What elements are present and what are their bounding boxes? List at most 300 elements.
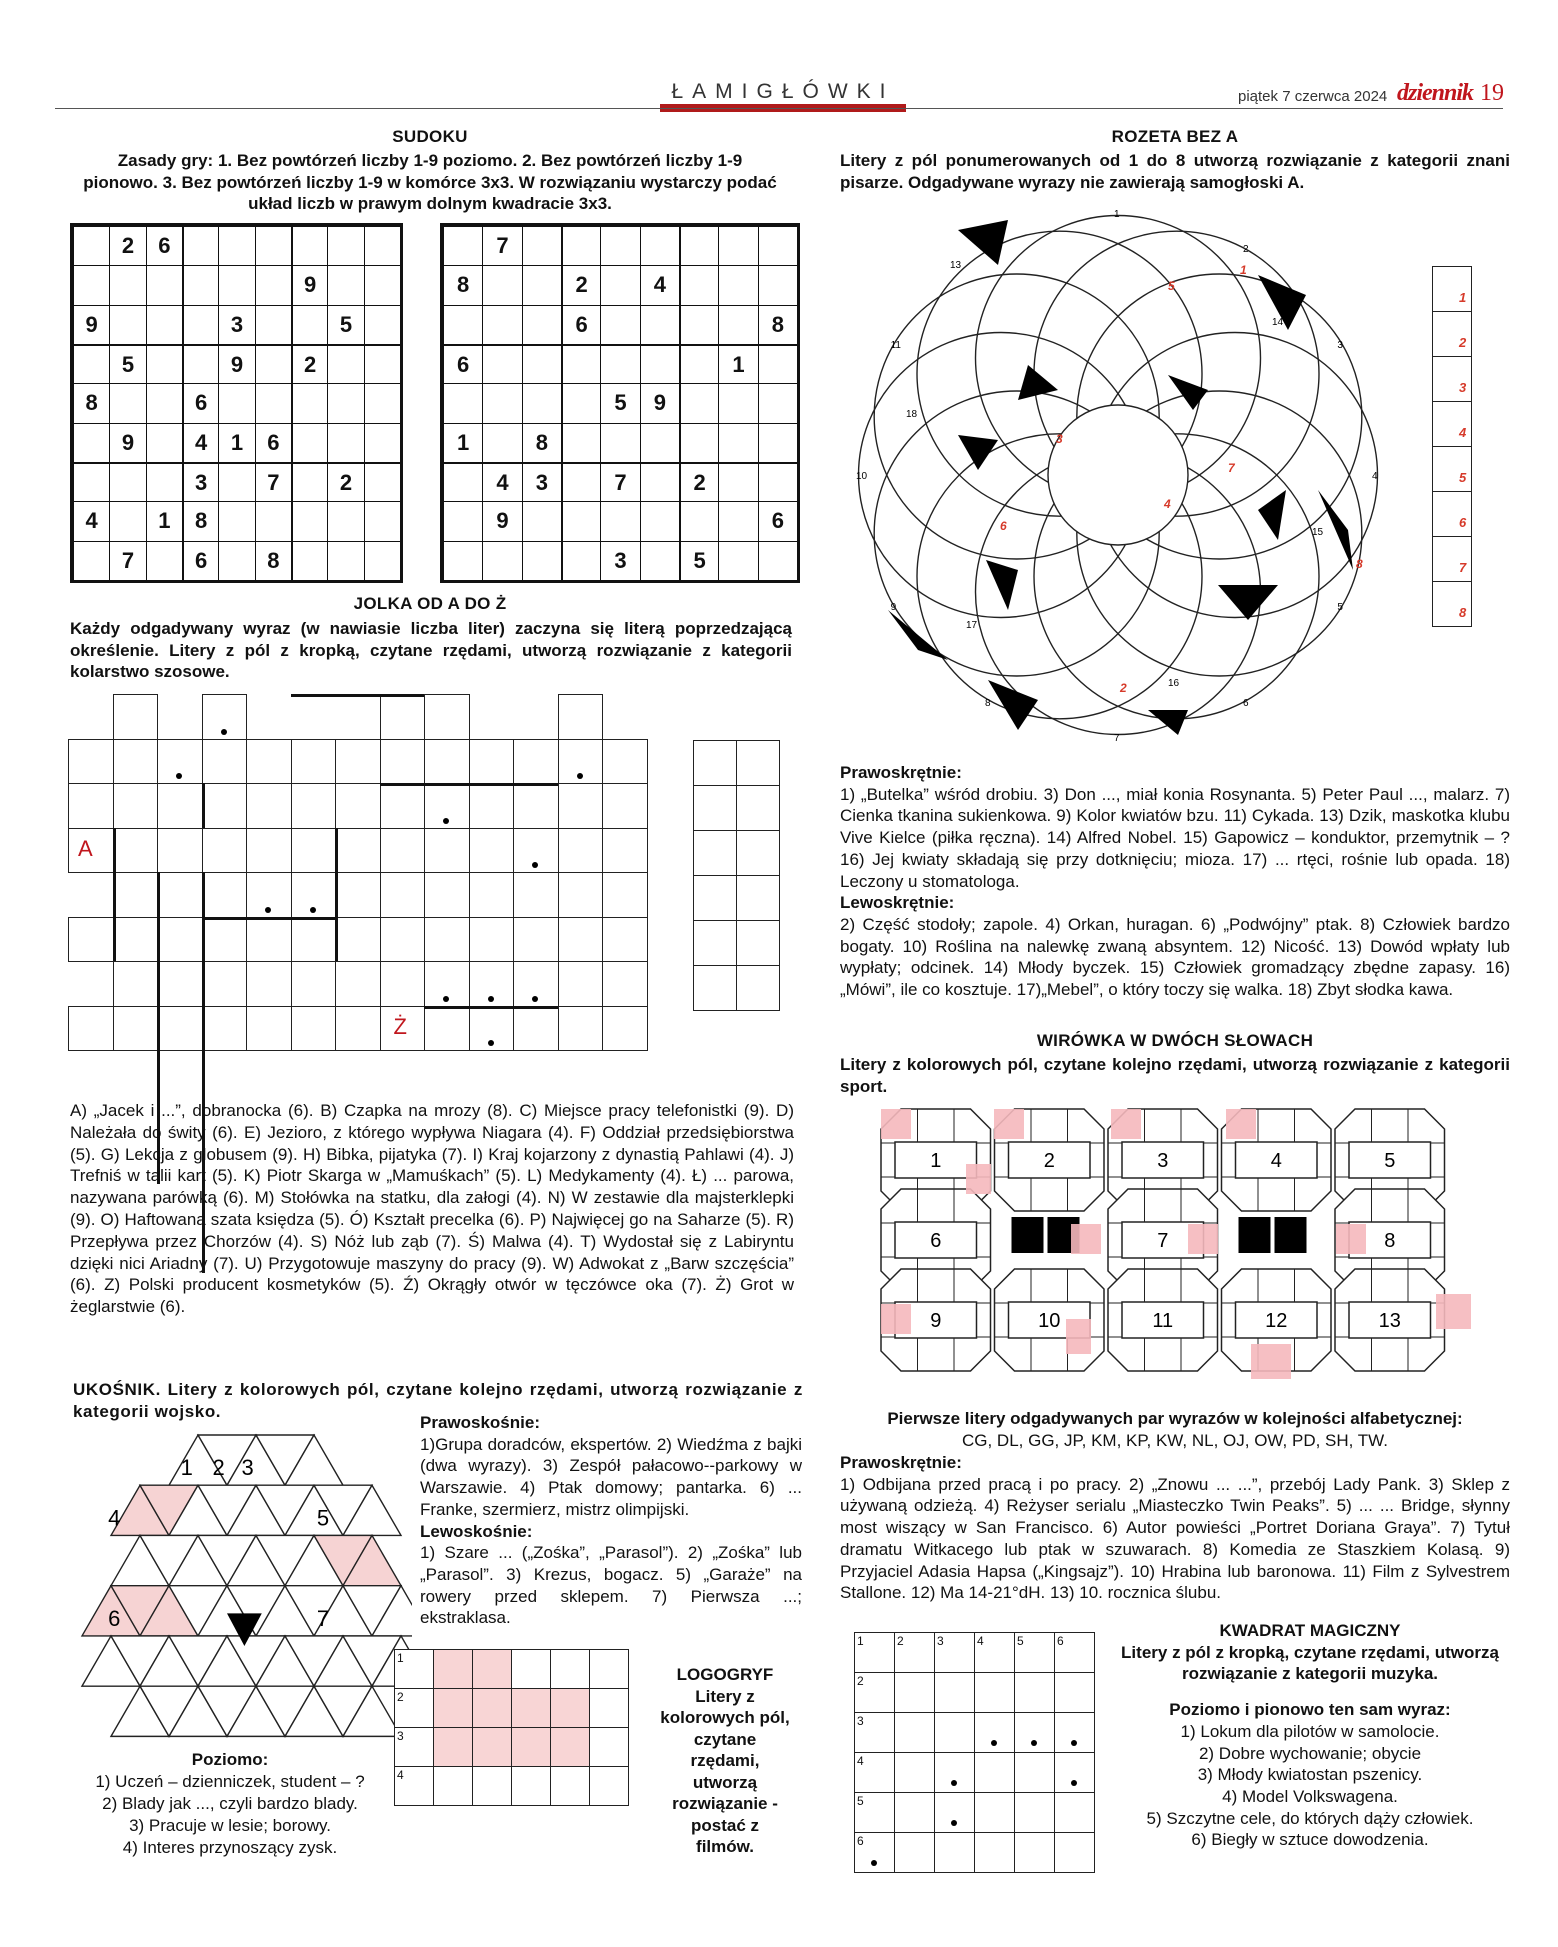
- sudoku-cell: [146, 541, 182, 580]
- kwadrat-cell: [1054, 1752, 1095, 1793]
- logogryf-text: Litery z kolorowych pól, czytane rzędami, utworzą rozwiązanie - postać z filmów.: [660, 1686, 790, 1856]
- ukosnik-clues: [420, 1412, 802, 1629]
- sudoku-cell: [600, 344, 639, 383]
- sudoku-cell: [327, 541, 363, 580]
- sudoku-cell: [482, 423, 521, 462]
- sudoku-cell: 2: [109, 226, 145, 265]
- sudoku-cell: 6: [758, 501, 797, 540]
- sudoku-cell: [561, 344, 600, 383]
- rozeta-red-number: 1: [1240, 263, 1247, 277]
- wirowka-number: 10: [1038, 1310, 1061, 1332]
- rozeta-solution-number: 6: [1459, 515, 1467, 530]
- sudoku-cell: [291, 423, 327, 462]
- sudoku-cell: [109, 265, 145, 304]
- jolka-cell: [602, 828, 648, 874]
- rozeta-black-field: [1258, 490, 1286, 540]
- sudoku-cell: [600, 265, 639, 304]
- sudoku-cell: [640, 305, 679, 344]
- kwadrat-cell: [974, 1672, 1015, 1713]
- logogryf-cell: [550, 1766, 590, 1806]
- sudoku-cell: 5: [109, 344, 145, 383]
- jolka-cell: [469, 783, 515, 829]
- jolka-solution-cell: [736, 920, 780, 966]
- jolka-solution-cell: [736, 875, 780, 921]
- sudoku-cell: [561, 501, 600, 540]
- sudoku-cell: [600, 226, 639, 265]
- ukosnik-prawo: 1)Grupa doradców, ekspertów. 2) Wiedźma z bajki (dwa wyrazy). 3) Zespół pałacowo--parkowy w Warszawie. 4) Ptak domowy; pantarka. 6) ... Franke, szermierz, mistrz olimpijski.: [420, 1434, 802, 1519]
- jolka-cell: [602, 739, 648, 785]
- jolka-cell: [291, 828, 337, 874]
- jolka-solution-cell: [693, 830, 737, 876]
- sudoku-cell: [73, 541, 109, 580]
- ukosnik-number: 7: [316, 1605, 330, 1631]
- rozeta-outer-number: 8: [985, 697, 991, 709]
- jolka-cell: [558, 872, 604, 918]
- sudoku-cell: [443, 305, 482, 344]
- jolka-cell: [246, 961, 292, 1007]
- sudoku-cell: [600, 423, 639, 462]
- jolka-dot: [488, 996, 494, 1002]
- rozeta-inner-number: 14: [1272, 317, 1284, 328]
- rozeta-black-field: [986, 560, 1018, 610]
- jolka-cell: [602, 783, 648, 829]
- jolka-separator: [202, 783, 205, 828]
- sudoku-cell: [679, 344, 718, 383]
- sudoku-cell: [364, 501, 400, 540]
- sudoku-cell: 7: [109, 541, 145, 580]
- ukosnik-number: 4: [108, 1505, 121, 1531]
- jolka-dot: [310, 907, 316, 913]
- rozeta-black-field: [1318, 490, 1353, 570]
- sudoku-cell: [218, 265, 254, 304]
- wirowka-clues: [840, 1452, 1510, 1604]
- rozeta-outer-number: 2: [1243, 244, 1249, 256]
- jolka-cell: [558, 1006, 604, 1052]
- rozeta-solution-cell: [1432, 446, 1472, 492]
- logogryf-cell: [511, 1766, 551, 1806]
- jolka-cell: [202, 828, 248, 874]
- kwadrat-cell: [934, 1752, 975, 1793]
- jolka-separator: [291, 694, 425, 697]
- rozeta-outer-number: 7: [1114, 733, 1120, 744]
- sudoku-cell: 9: [482, 501, 521, 540]
- rozeta-solution-number: 5: [1459, 470, 1467, 485]
- jolka-title: JOLKA OD A DO Ż: [353, 594, 507, 613]
- jolka-dot: [532, 996, 538, 1002]
- sudoku-cell: 3: [522, 462, 561, 501]
- sudoku-cell: [561, 226, 600, 265]
- wirowka-pink-field: [881, 1109, 911, 1139]
- rozeta-black-field: [958, 220, 1008, 265]
- kwadrat-col-number: 1: [857, 1634, 864, 1648]
- sudoku-cell: [522, 226, 561, 265]
- logogryf-grid: [394, 1649, 630, 1805]
- jolka-cell: [157, 917, 203, 963]
- rozeta-red-number: 8: [1356, 557, 1363, 571]
- kwadrat-title: KWADRAT MAGICZNY: [1219, 1621, 1401, 1640]
- wirowka-number: 4: [1270, 1150, 1282, 1172]
- sudoku-cell: [73, 344, 109, 383]
- jolka-cell: [513, 1006, 559, 1052]
- sudoku-cell: [218, 462, 254, 501]
- rozeta-solution-cell: [1432, 536, 1472, 582]
- sudoku-cell: [482, 265, 521, 304]
- sudoku-cell: 8: [522, 423, 561, 462]
- sudoku-cell: 7: [255, 462, 291, 501]
- sudoku-cell: [146, 344, 182, 383]
- sudoku-cell: [443, 226, 482, 265]
- sudoku-cell: [443, 383, 482, 422]
- ukosnik-intro-text: Litery z kolorowych pól, czytane kolejno rzędami, utworzą rozwiązanie z kategorii wojsko.: [73, 1380, 803, 1421]
- sudoku-cell: 3: [182, 462, 218, 501]
- wirowka-pink-field: [994, 1109, 1024, 1139]
- sudoku-cell: [561, 462, 600, 501]
- sudoku-cell: [482, 541, 521, 580]
- sudoku-cell: [255, 226, 291, 265]
- sudoku-cell: [522, 265, 561, 304]
- sudoku-cell: [255, 344, 291, 383]
- rozeta-prawo-label: Prawoskrętnie:: [840, 763, 962, 782]
- kwadrat-block: [1110, 1620, 1510, 1851]
- jolka-solution-grid: [693, 740, 779, 1010]
- sudoku-cell: [255, 501, 291, 540]
- ukosnik-number: 6: [108, 1605, 121, 1631]
- logogryf-row-number: 4: [397, 1768, 404, 1782]
- jolka-grid: [68, 694, 653, 1060]
- sudoku-cell: 6: [443, 344, 482, 383]
- kwadrat-col-number: 2: [897, 1634, 904, 1648]
- jolka-cell: [335, 783, 381, 829]
- rozeta-solution-cell: [1432, 401, 1472, 447]
- jolka-cell: [335, 872, 381, 918]
- rozeta-solution-cell: [1432, 266, 1472, 312]
- jolka-dot: [443, 818, 449, 824]
- kwadrat-cell: [894, 1672, 935, 1713]
- sudoku-cell: [327, 344, 363, 383]
- wirowka-diagram: [876, 1104, 1492, 1384]
- sudoku-cell: [443, 462, 482, 501]
- rozeta-inner-number: 13: [950, 260, 962, 271]
- logogryf-cell: [472, 1766, 512, 1806]
- kwadrat-intro: Litery z pól z kropką, czytane rzędami, utworzą rozwiązanie z kategorii muzyka.: [1121, 1642, 1499, 1684]
- wirowka-number: 12: [1265, 1310, 1288, 1332]
- sudoku-cell: [718, 541, 757, 580]
- sudoku-cell: [758, 226, 797, 265]
- jolka-cell: [602, 872, 648, 918]
- kwadrat-grid: [854, 1632, 1094, 1872]
- jolka-cell: [202, 1006, 248, 1052]
- logogryf-cell: [589, 1727, 629, 1767]
- jolka-separator: [202, 917, 336, 920]
- kwadrat-row-number: 3: [857, 1714, 864, 1728]
- sudoku-cell: [327, 423, 363, 462]
- sudoku-cell: 2: [679, 462, 718, 501]
- sudoku-cell: [182, 226, 218, 265]
- sudoku-cell: 5: [679, 541, 718, 580]
- wirowka-title: WIRÓWKA W DWÓCH SŁOWACH: [1036, 1031, 1314, 1050]
- rozeta-title: ROZETA BEZ A: [1111, 127, 1239, 146]
- rozeta-black-field: [888, 610, 948, 660]
- logogryf-row-number: 2: [397, 1690, 404, 1704]
- rozeta-red-number: 3: [1056, 432, 1063, 446]
- rozeta-inner-number: 15: [1312, 527, 1324, 538]
- kwadrat-cell: [974, 1712, 1015, 1753]
- jolka-cell: [558, 828, 604, 874]
- rozeta-outer-number: 11: [890, 340, 901, 351]
- logogryf-cell: [511, 1688, 551, 1728]
- jolka-cell: [380, 917, 426, 963]
- sudoku-cell: [364, 383, 400, 422]
- sudoku-cell: [640, 501, 679, 540]
- sudoku-cell: [718, 226, 757, 265]
- jolka-dot: [577, 773, 583, 779]
- rozeta-black-field: [1218, 585, 1278, 620]
- wirowka-black-square: [1239, 1217, 1271, 1253]
- sudoku-cell: [679, 226, 718, 265]
- jolka-cell: [202, 961, 248, 1007]
- jolka-cell: [246, 828, 292, 874]
- sudoku-cell: [522, 501, 561, 540]
- sudoku-cell: 6: [255, 423, 291, 462]
- ukosnik-number: 2: [212, 1455, 225, 1481]
- wirowka-number: 13: [1378, 1310, 1401, 1332]
- wirowka-intro: Litery z kolorowych pól, czytane kolejno rzędami, utworzą rozwiązanie z kategorii sport.: [840, 1055, 1510, 1096]
- jolka-cell: [113, 1006, 159, 1052]
- jolka-cell: [424, 1006, 470, 1052]
- wirowka-prawo-label: Prawoskrętnie:: [840, 1453, 962, 1472]
- jolka-cell: [291, 917, 337, 963]
- jolka-cell: [335, 739, 381, 785]
- jolka-dot: [443, 996, 449, 1002]
- sudoku-cell: [364, 423, 400, 462]
- wirowka-pink-field: [1436, 1294, 1471, 1329]
- ukosnik-number: 5: [316, 1505, 330, 1531]
- rozeta-intro: Litery z pól ponumerowanych od 1 do 8 utworzą rozwiązanie z kategorii znani pisarze. Odgadywane wyrazy nie zawierają samogłoski A.: [840, 151, 1510, 192]
- jolka-separator: [335, 828, 338, 962]
- jolka-cell: [424, 694, 470, 740]
- sudoku-cell: [291, 541, 327, 580]
- rozeta-solution-column: [1432, 266, 1472, 626]
- rozeta-outer-number: 5: [1337, 602, 1343, 613]
- logogryf-cell: [550, 1649, 590, 1689]
- kwadrat-row-number: 5: [857, 1794, 864, 1808]
- rozeta-red-number: 6: [1000, 519, 1007, 533]
- sudoku-cell: [443, 501, 482, 540]
- wirowka-number: 5: [1384, 1150, 1396, 1172]
- jolka-cell: [424, 828, 470, 874]
- logogryf-cell: [589, 1649, 629, 1689]
- sudoku-cell: [718, 423, 757, 462]
- sudoku-cell: [182, 265, 218, 304]
- sudoku-grid-1: [70, 223, 403, 583]
- sudoku-cell: 7: [482, 226, 521, 265]
- rozeta-red-number: 7: [1228, 461, 1235, 475]
- ukosnik-title: UKOŚNIK.: [73, 1380, 161, 1399]
- sudoku-cell: [327, 226, 363, 265]
- wirowka-black-square: [1012, 1217, 1044, 1253]
- rozeta-outer-number: 9: [890, 602, 897, 613]
- ukosnik-number: 1: [180, 1455, 193, 1481]
- sudoku-cell: [364, 541, 400, 580]
- ukosnik-poziomo-label: Poziomo:: [191, 1750, 269, 1769]
- kwadrat-cell: [974, 1752, 1015, 1793]
- jolka-cell: [68, 783, 114, 829]
- sudoku-cell: 9: [73, 305, 109, 344]
- sudoku-cell: [146, 462, 182, 501]
- jolka-solution-cell: [693, 965, 737, 1011]
- sudoku-cell: [291, 462, 327, 501]
- jolka-letter-a: A: [78, 835, 93, 861]
- rozeta-solution-number: 8: [1459, 605, 1467, 620]
- sudoku-cell: [443, 541, 482, 580]
- rozeta-red-number: 4: [1164, 497, 1171, 511]
- sudoku-cell: [561, 383, 600, 422]
- jolka-cell: [513, 917, 559, 963]
- sudoku-cell: 4: [73, 501, 109, 540]
- kwadrat-clue-4: 4) Model Volkswagena.: [1222, 1786, 1398, 1806]
- kwadrat-cell: [1014, 1792, 1055, 1833]
- logogryf-cell: [472, 1649, 512, 1689]
- jolka-cell: [246, 917, 292, 963]
- rozeta-solution-cell: [1432, 581, 1472, 627]
- sudoku-cell: 1: [718, 344, 757, 383]
- rozeta-black-field: [1148, 710, 1188, 735]
- sudoku-cell: [600, 501, 639, 540]
- sudoku-cell: [640, 423, 679, 462]
- jolka-solution-cell: [693, 785, 737, 831]
- rozeta-solution-number: 7: [1459, 560, 1467, 575]
- kwadrat-cell: [1054, 1672, 1095, 1713]
- kwadrat-cell: [934, 1832, 975, 1873]
- wirowka-number: 1: [930, 1150, 942, 1172]
- wirowka-number: 6: [930, 1230, 942, 1252]
- wirowka-pink-field: [1188, 1224, 1218, 1254]
- jolka-cell: [246, 739, 292, 785]
- sudoku-cell: 8: [255, 541, 291, 580]
- sudoku-cell: [146, 305, 182, 344]
- ukosnik-poziomo-4: 4) Interes przynoszący zysk.: [122, 1838, 338, 1857]
- sudoku-cell: 2: [327, 462, 363, 501]
- kwadrat-cell: [934, 1712, 975, 1753]
- jolka-cell: [291, 1006, 337, 1052]
- sudoku-cell: [364, 344, 400, 383]
- jolka-letter-z: Ż: [393, 1013, 407, 1039]
- sudoku-cell: [679, 305, 718, 344]
- sudoku-cell: [364, 462, 400, 501]
- kwadrat-cell: [894, 1832, 935, 1873]
- jolka-cell: [513, 783, 559, 829]
- jolka-cell: [68, 917, 114, 963]
- logogryf-cell: [472, 1727, 512, 1767]
- sudoku-cell: 9: [218, 344, 254, 383]
- jolka-solution-cell: [736, 740, 780, 786]
- sudoku-cell: [522, 305, 561, 344]
- rozeta-solution-cell: [1432, 311, 1472, 357]
- jolka-cell: [202, 917, 248, 963]
- jolka-cell: [380, 739, 426, 785]
- jolka-cell: [246, 783, 292, 829]
- sudoku-cell: [679, 265, 718, 304]
- wirowka-first-letters: [840, 1408, 1510, 1451]
- kwadrat-clue-1: 1) Lokum dla pilotów w samolocie.: [1180, 1721, 1440, 1741]
- jolka-cell: [513, 872, 559, 918]
- jolka-cell: [469, 739, 515, 785]
- jolka-cell: [602, 917, 648, 963]
- kwadrat-dot: [1071, 1780, 1077, 1786]
- jolka-cell: [380, 828, 426, 874]
- kwadrat-cell: [1054, 1832, 1095, 1873]
- rozeta-diagram: [838, 190, 1398, 760]
- jolka-solution-cell: [693, 740, 737, 786]
- sudoku-cell: [255, 265, 291, 304]
- rozeta-solution-number: 1: [1459, 290, 1467, 305]
- ukosnik-poziomo: [70, 1749, 390, 1859]
- kwadrat-dot: [951, 1820, 957, 1826]
- kwadrat-cell: [1054, 1792, 1095, 1833]
- rozeta-red-number: 5: [1168, 279, 1175, 293]
- sudoku-cell: [364, 226, 400, 265]
- sudoku-cell: 4: [482, 462, 521, 501]
- jolka-cell: [335, 828, 381, 874]
- jolka-cell: [602, 961, 648, 1007]
- sudoku-cell: [364, 305, 400, 344]
- sudoku-cell: [522, 344, 561, 383]
- sudoku-cell: [640, 541, 679, 580]
- ukosnik-poziomo-1: 1) Uczeń – dzienniczek, student – ?: [95, 1772, 365, 1791]
- rozeta-outer-number: 1: [1114, 209, 1120, 220]
- sudoku-cell: 3: [600, 541, 639, 580]
- wirowka-number: 8: [1384, 1230, 1396, 1252]
- jolka-cell: [469, 828, 515, 874]
- sudoku-title: SUDOKU: [392, 127, 468, 146]
- logogryf-row-number: 1: [397, 1651, 404, 1665]
- wirowka-pink-field: [1071, 1224, 1101, 1254]
- jolka-cell: [469, 917, 515, 963]
- jolka-cell: [157, 872, 203, 918]
- sudoku-cell: [482, 305, 521, 344]
- jolka-cell: [558, 917, 604, 963]
- sudoku-cell: 3: [218, 305, 254, 344]
- sudoku-cell: [718, 305, 757, 344]
- kwadrat-dot: [1031, 1740, 1037, 1746]
- jolka-cell: [424, 917, 470, 963]
- sudoku-cell: [758, 423, 797, 462]
- wirowka-pink-field: [1111, 1109, 1141, 1139]
- kwadrat-cell: [1054, 1712, 1095, 1753]
- kwadrat-dot: [1071, 1740, 1077, 1746]
- logogryf-cell: [433, 1727, 473, 1767]
- wirowka-pink-field: [1251, 1344, 1291, 1379]
- logogryf-cell: [511, 1649, 551, 1689]
- kwadrat-clue-6: 6) Biegły w sztuce dowodzenia.: [1191, 1830, 1429, 1850]
- sudoku-cell: [327, 383, 363, 422]
- kwadrat-row-number: 4: [857, 1754, 864, 1768]
- kwadrat-col-number: 6: [1057, 1634, 1064, 1648]
- rozeta-clues: [840, 762, 1510, 1001]
- jolka-solution-cell: [736, 830, 780, 876]
- jolka-clues: A) „Jacek i ...”, dobranocka (6). B) Czapka na mrozy (8). C) Miejsce pracy telefonistki (9). D) Należała do świty (6). E) Jezioro, z którego wypływa Niagara (4). F) Oddział przedsiębiorstwa (5). G) Lekcja z globusem (9). H) Bibka, pijatyka (7). I) Kraj kojarzony z dynastią Pahlawi (4). J) Trefniś w talii kart (5). K) Piotr Skarga w „Mamuśkach” (5). L) Medykamenty (4). Ł) ... parowa, nazywana parówką (6). M) Stołówka na statku, dla załogi (4). N) W zestawie dla majsterklepki (9). O) Haftowana szata księdza (5). Ó) Kształt precelka (6). P) Najwięcej go na Saharze (5). R) Przepływa przez Chorzów (4). S) Nóż lub ząb (7). Ś) Malwa (4). T) Wydostał się z Labiryntu dzięki nici Ariadny (7). U) Przygotowuje maszyny do pracy (9). W) Adwokat z „Barw szczęścia” (6). Z) Polski producent kosmetyków (5). Ź) Okrągły otwór w tęczówce oka (7). Ż) Grot w żeglarstwie (6).: [70, 1101, 794, 1317]
- wirowka-number: 7: [1157, 1230, 1169, 1252]
- rozeta-black-field: [958, 435, 998, 470]
- jolka-solution-cell: [693, 920, 737, 966]
- sudoku-cell: [255, 383, 291, 422]
- logogryf-cell: [433, 1766, 473, 1806]
- logogryf-cell: [433, 1688, 473, 1728]
- jolka-cell: [513, 739, 559, 785]
- sudoku-cell: 1: [443, 423, 482, 462]
- logogryf-title: LOGOGRYF: [676, 1665, 774, 1684]
- logogryf-cell: [433, 1649, 473, 1689]
